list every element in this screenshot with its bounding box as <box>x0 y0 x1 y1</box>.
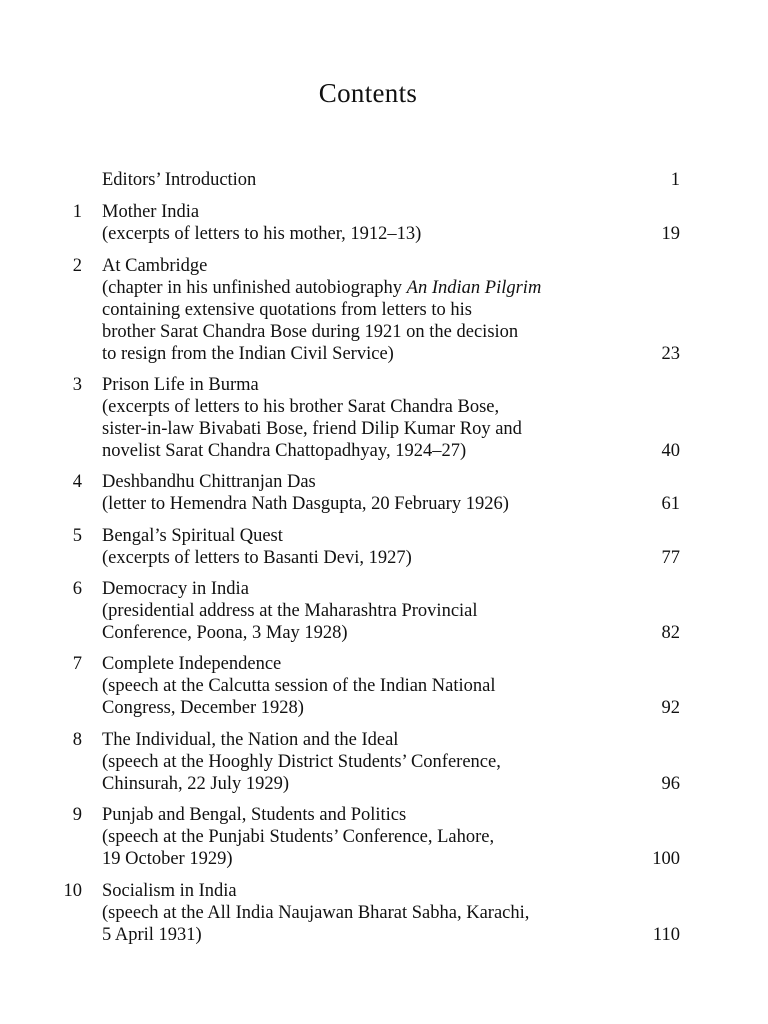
entry-detail: 19 October 1929) <box>102 849 233 869</box>
entry-page-number: 110 <box>652 925 680 945</box>
entry-title: Complete Independence <box>102 654 282 674</box>
entry-title: Mother India <box>102 202 200 222</box>
entry-detail: sister-in-law Bivabati Bose, friend Dilip Kumar Roy and <box>102 419 522 439</box>
entry-title: The Individual, the Nation and the Ideal <box>102 730 399 750</box>
entry-page-number: 61 <box>661 494 680 514</box>
entry-detail: (speech at the Hooghly District Students’ Conference, <box>102 752 501 772</box>
entry-title: At Cambridge <box>102 256 208 276</box>
entry-detail: novelist Sarat Chandra Chattopadhyay, 1924–27) <box>102 441 467 461</box>
entry-detail: (excerpts of letters to his mother, 1912–13) <box>102 224 422 244</box>
entry-title: Editors’ Introduction <box>102 170 257 190</box>
entry-detail: containing extensive quotations from letters to his <box>102 300 472 320</box>
entry-title: Prison Life in Burma <box>102 375 259 395</box>
entry-title: Socialism in India <box>102 881 237 901</box>
book-title: An Indian Pilgrim <box>406 278 542 298</box>
entry-detail: (chapter in his unfinished autobiography <box>102 278 407 298</box>
entry-title: Bengal’s Spiritual Quest <box>102 526 283 546</box>
entry-number: 3 <box>72 375 82 395</box>
entry-number: 2 <box>72 256 82 276</box>
entry-page-number: 96 <box>661 774 680 794</box>
entry-number: 10 <box>63 881 82 901</box>
entry-page-number: 40 <box>661 441 680 461</box>
entry-number: 8 <box>72 730 82 750</box>
entry-number: 9 <box>72 805 82 825</box>
entry-detail: (speech at the Calcutta session of the Indian National <box>102 676 496 696</box>
entry-page-number: 19 <box>661 224 680 244</box>
entry-number: 1 <box>72 202 82 222</box>
entry-detail: Chinsurah, 22 July 1929) <box>102 774 290 794</box>
entry-page-number: 92 <box>661 698 680 718</box>
entry-detail: (excerpts of letters to his brother Sarat Chandra Bose, <box>102 397 500 417</box>
entry-detail: Congress, December 1928) <box>102 698 304 718</box>
entry-detail: (excerpts of letters to Basanti Devi, 1927) <box>102 548 412 568</box>
entry-title: Deshbandhu Chittranjan Das <box>102 472 316 492</box>
entry-number: 5 <box>72 526 82 546</box>
entry-detail: (speech at the All India Naujawan Bharat Sabha, Karachi, <box>102 903 530 923</box>
entry-detail: (speech at the Punjabi Students’ Conference, Lahore, <box>102 827 495 847</box>
entry-title: Punjab and Bengal, Students and Politics <box>102 805 407 825</box>
entry-detail: Conference, Poona, 3 May 1928) <box>102 623 348 643</box>
entry-page-number: 1 <box>670 170 680 190</box>
entry-detail: 5 April 1931) <box>102 925 202 945</box>
entry-number: 6 <box>72 579 82 599</box>
entry-title: Democracy in India <box>102 579 249 599</box>
entry-number: 7 <box>72 654 82 674</box>
entry-page-number: 77 <box>661 548 680 568</box>
entry-detail: brother Sarat Chandra Bose during 1921 on the decision <box>102 322 519 342</box>
entry-detail: to resign from the Indian Civil Service) <box>102 344 394 364</box>
page-title: Contents <box>318 78 418 108</box>
entry-number: 4 <box>72 472 82 492</box>
entry-detail: (presidential address at the Maharashtra Provincial <box>102 601 478 621</box>
entry-page-number: 100 <box>652 849 680 869</box>
entry-detail: (letter to Hemendra Nath Dasgupta, 20 February 1926) <box>102 494 509 514</box>
entry-page-number: 82 <box>661 623 680 643</box>
entry-detail-line <box>102 277 642 299</box>
entry-page-number: 23 <box>661 344 680 364</box>
